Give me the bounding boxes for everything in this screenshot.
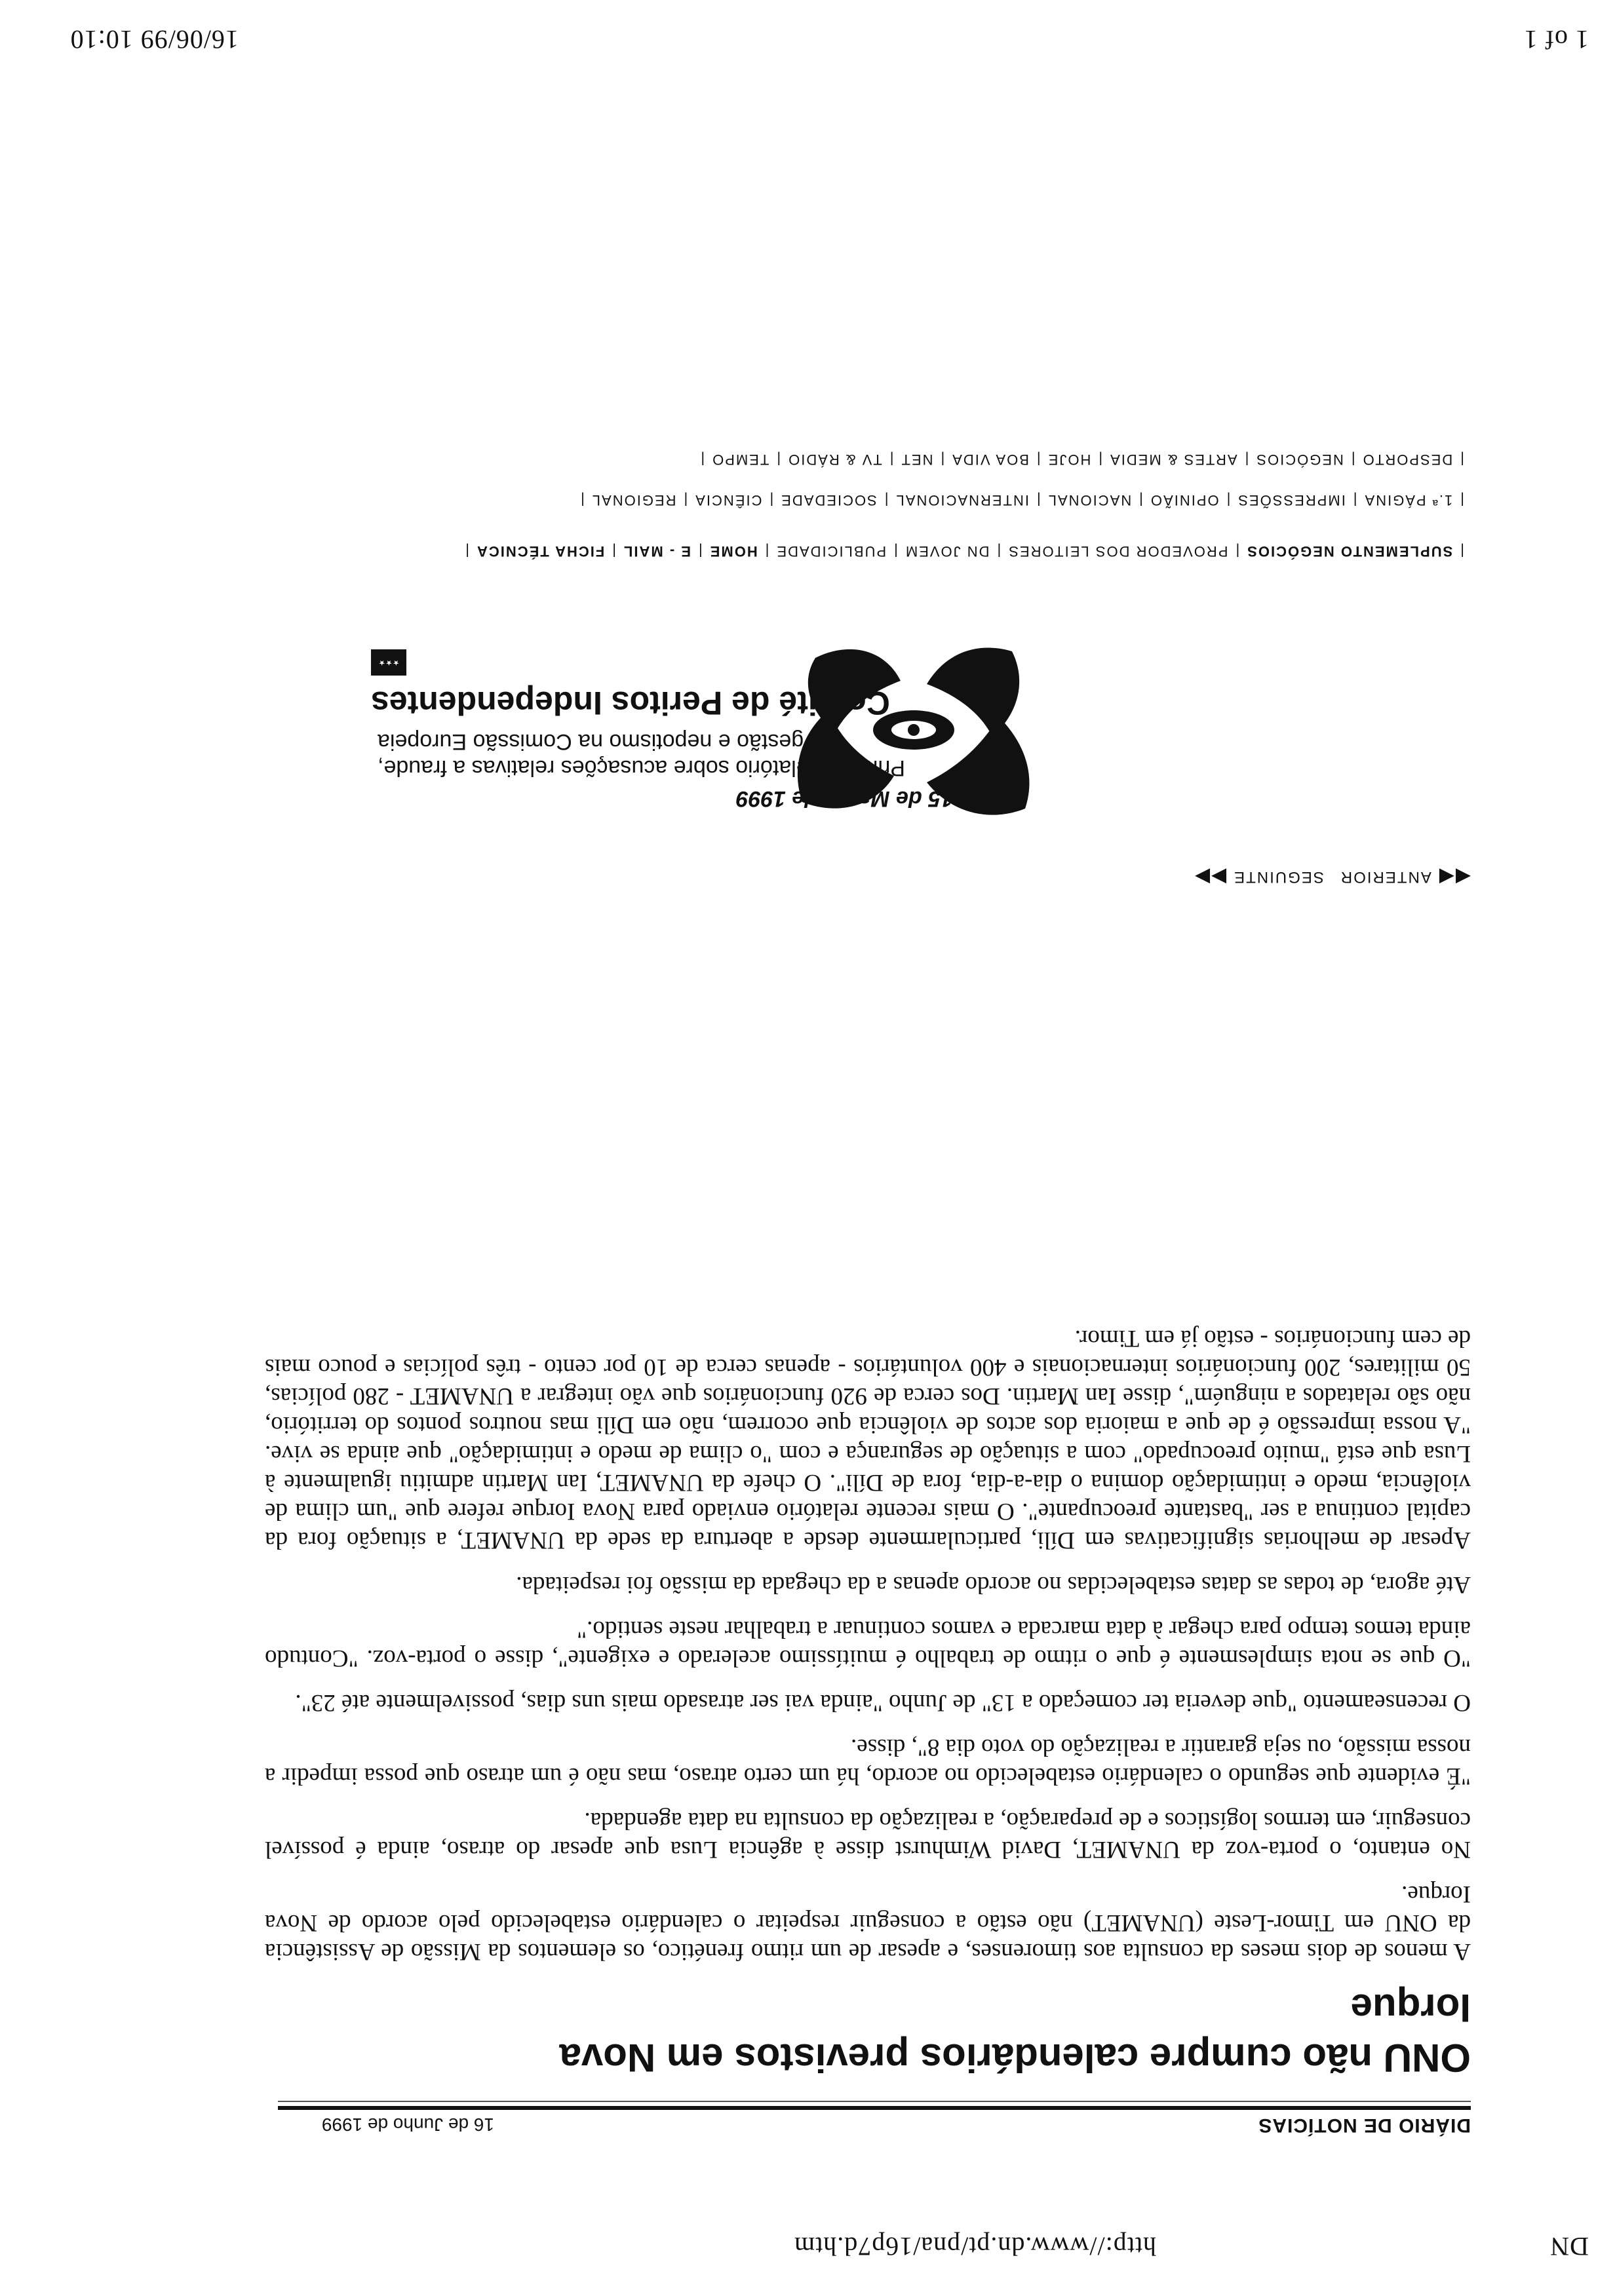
nav-internacional[interactable]: INTERNACIONAL: [895, 492, 1029, 508]
masthead-logo[interactable]: DIÁRIO DE NOTÍCIAS: [1258, 2114, 1471, 2136]
prev-link[interactable]: [1340, 866, 1471, 889]
article-paragraph: "O que se nota simplesmente é que o ritmo de trabalho é muitíssimo acelerado e exigente", disse o porta-voz. "Contudo ainda temos tempo para chegar à data marcada e vamos continuar a trabalhar neste sentido.": [265, 1616, 1471, 1672]
footer-nav-row-3: |DESPORTO|NEGÓCIOS|ARTES & MEDIA|HOJE|BOA VIDA|NET|TV & RÁDIO|TEMPO|: [699, 451, 1464, 468]
nav-publicidade[interactable]: PUBLICIDADE: [775, 543, 887, 560]
prev-label: ANTERIOR: [1339, 868, 1431, 887]
print-header-url[interactable]: http://www.dn.pt/pna/16p7d.htm: [794, 2232, 1156, 2261]
masthead-date: 16 de Junho de 1999: [321, 2114, 494, 2135]
article-paragraph: Apesar de melhorias significativas em Díli, particularmente desde a abertura da sede da UNAMET, a situação fora da capital continua a ser "bastante preocupante". O mais recente relatório enviado para Nova Iorque refere que "um clima de violência, medo e intimidação domina o dia-a-dia, fora de Díli". O chefe da UNAMET, Ian Martin admitiu igualmente à Lusa que está "muito preocupado" com a situação de segurança e com "o clima de medo e intimidação" que ainda se vive. "A nossa impressão é de que a maioria dos actos de violência que ocorrem, não em Díli mas noutros pontos do território, não são relatados a ninguém", disse Ian Martin. Dos cerca de 920 funcionários que vão integrar a UNAMET - 280 polícias, 50 militares, 200 funcionários internacionais e 400 voluntários - apenas cerca de 10 por cento - três polícias e pouco mais de cem funcionários - estão já em Timor.: [265, 1325, 1471, 1554]
article-paragraph: A menos de dois meses da consulta aos timorenses, e apesar de um ritmo frenético, os elementos da Missão de Assistência da ONU em Timor-Leste (UNAMET) não estão a conseguir respeitar o calendário estabelecido pelo acordo de Nova Iorque.: [265, 1881, 1471, 1965]
feature-block: [736, 786, 953, 811]
nav-nacional[interactable]: NACIONAL: [1047, 492, 1132, 508]
article: [265, 1324, 1471, 2082]
nav-email[interactable]: E - MAIL: [622, 543, 691, 560]
feature-date: 15 de Março de 1999: [736, 786, 953, 811]
footer-nav-row-1: |SUPLEMENTO NEGÓCIOS|PROVEDOR DOS LEITORES|DN JOVEM|PUBLICIDADE|HOME|E - MAIL|FICHA TÉCNICA|: [464, 543, 1464, 560]
nav-home[interactable]: HOME: [709, 543, 758, 560]
nav-boa-vida[interactable]: BOA VIDA: [951, 451, 1029, 468]
footer-nav-row-2: |1.ª PÁGINA|IMPRESSÕES|OPINIÃO|NACIONAL|INTERNACIONAL|SOCIEDADE|CIÊNCIA|REGIONAL|: [579, 492, 1464, 508]
article-paragraph: O recenseamento "que deveria ter começado a 13" de Junho "ainda vai ser atrasado mais uns dias, possivelmente até 23".: [295, 1689, 1471, 1716]
nav-tv-radio[interactable]: TV & RÁDIO: [787, 451, 882, 468]
nav-ficha-tecnica[interactable]: FICHA TÉCNICA: [475, 543, 605, 560]
masthead-rule-thin: [278, 2101, 1471, 2102]
print-header-label: DN: [1549, 2232, 1589, 2261]
nav-hoje[interactable]: HOJE: [1047, 451, 1091, 468]
print-footer-datetime: 16/06/99 10:10: [69, 25, 239, 54]
article-headline: ONU não cumpre calendários previstos em Nova Iorque: [559, 1986, 1471, 2080]
nav-primeira-pagina[interactable]: 1.ª PÁGINA: [1363, 492, 1453, 508]
nav-dn-jovem[interactable]: DN JOVEM: [904, 543, 990, 560]
nav-ciencia[interactable]: CIÊNCIA: [694, 492, 762, 508]
feature-title-row[interactable]: [371, 646, 941, 722]
nav-negocios[interactable]: NEGÓCIOS: [1255, 451, 1344, 468]
article-pagination: [1194, 866, 1471, 889]
print-footer-page: 1 of 1: [1523, 25, 1589, 54]
feature-text: [371, 646, 941, 781]
article-paragraph: Até agora, de todas as datas estabelecidas no acordo apenas a da chegada da missão foi respeitada.: [516, 1571, 1471, 1598]
feature-title: Comité de Peritos Independentes: [371, 685, 890, 721]
nav-artes-media[interactable]: ARTES & MEDIA: [1109, 451, 1237, 468]
double-arrow-right-icon: ▶▶: [1193, 866, 1227, 888]
eu-flag-icon: ★★★: [371, 649, 406, 676]
next-link[interactable]: [1194, 866, 1324, 889]
nav-opiniao[interactable]: OPINIÃO: [1149, 492, 1219, 508]
article-paragraph: No entanto, o porta-voz da UNAMET, David Wimhurst disse à agência Lusa que apesar do atraso, ainda é possível conseguir, em termos logísticos e de preparação, a realização da consulta na data agendada.: [265, 1807, 1471, 1863]
nav-suplemento[interactable]: SUPLEMENTO NEGÓCIOS: [1246, 543, 1453, 560]
article-paragraph: "É evidente que segundo o calendário estabelecido no acordo, há um certo atraso, mas não é um atraso que possa impedir a nossa missão, ou seja garantir a realização do voto dia 8", disse.: [265, 1734, 1471, 1789]
nav-impressoes[interactable]: IMPRESSÕES: [1237, 492, 1346, 508]
nav-sociedade[interactable]: SOCIEDADE: [780, 492, 877, 508]
masthead-rule: [278, 2106, 1471, 2110]
nav-desporto[interactable]: DESPORTO: [1361, 451, 1453, 468]
nav-net[interactable]: NET: [900, 451, 933, 468]
double-arrow-left-icon: ◀◀: [1437, 866, 1471, 888]
next-label: SEGUINTE: [1233, 868, 1324, 887]
nav-regional[interactable]: REGIONAL: [591, 492, 676, 508]
feature-description: Primeiro relatório sobre acusações relativas a fraude, má gestão e nepotismo na Comissão Europeia: [378, 729, 906, 780]
nav-tempo[interactable]: TEMPO: [711, 451, 769, 468]
nav-provedor[interactable]: PROVEDOR DOS LEITORES: [1007, 543, 1228, 560]
